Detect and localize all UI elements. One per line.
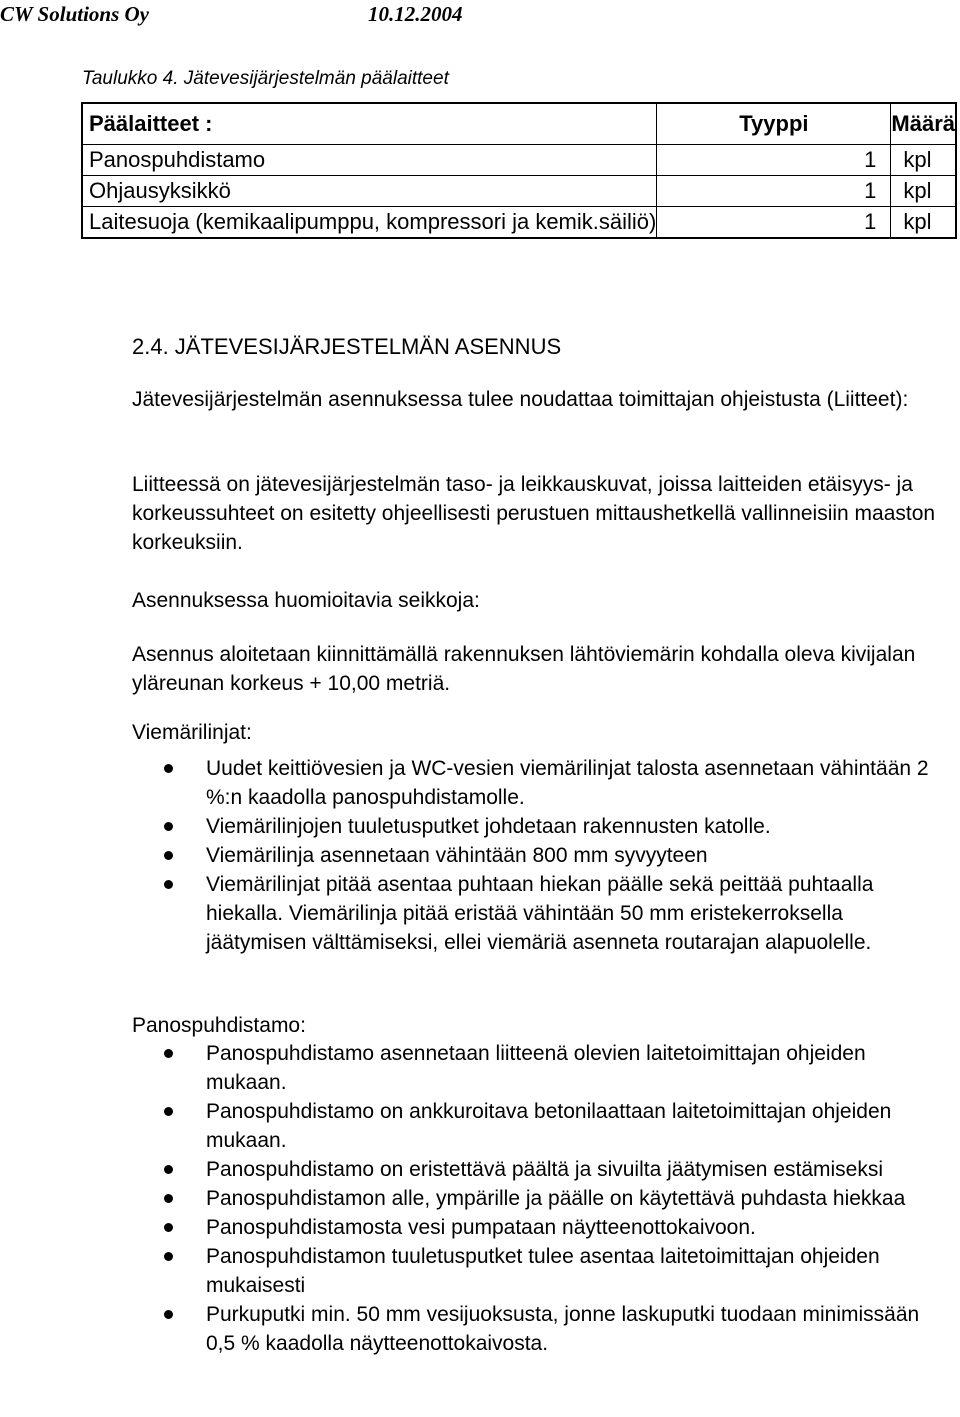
bullet-icon xyxy=(164,1310,173,1319)
list-item xyxy=(132,754,932,812)
intro-paragraph: Liitteessä on jätevesijärjestelmän taso- ja leikkauskuvat, joissa laitteiden etäisyys- ja korkeussuhteet on esitetty ohjeellisesti perustuen mittaushetkellä vallinneisiin maaston korkeuksiin. xyxy=(132,473,936,554)
page-header xyxy=(0,2,960,32)
equipment-qty: 1 xyxy=(657,176,891,207)
header-type: Tyyppi xyxy=(657,103,891,145)
document-date: 10.12.2004 xyxy=(368,2,463,26)
list-item-text: Panospuhdistamo on eristettävä päältä ja sivuilta jäätymisen estämiseksi xyxy=(206,1158,884,1181)
list-item xyxy=(132,1155,932,1184)
list-item-text: Panospuhdistamon tuuletusputket tulee asentaa laitetoimittajan ohjeiden mukaisesti xyxy=(206,1245,880,1297)
equipment-unit: kpl xyxy=(903,209,932,234)
sewer-lines-heading: Viemärilinjat: xyxy=(132,721,252,744)
bullet-icon xyxy=(164,1252,173,1261)
list-item-text: Viemärilinja asennetaan vähintään 800 mm syvyyteen xyxy=(206,844,708,867)
bullet-icon xyxy=(164,1165,173,1174)
list-item xyxy=(132,841,932,870)
bullet-icon xyxy=(164,1194,173,1203)
sewer-lines-list xyxy=(132,754,932,957)
company-name: CW Solutions Oy xyxy=(0,2,149,26)
table-row xyxy=(82,145,956,176)
equipment-name: Laitesuoja (kemikaalipumppu, kompressori ja kemik.säiliö) xyxy=(82,207,657,239)
bullet-icon xyxy=(164,851,173,860)
section-title: 2.4. JÄTEVESIJÄRJESTELMÄN ASENNUS xyxy=(132,334,562,359)
bullet-icon xyxy=(164,764,173,773)
batch-plant-heading: Panospuhdistamo: xyxy=(132,1014,306,1037)
header-quantity: Määrä xyxy=(891,103,956,145)
list-item xyxy=(132,812,932,841)
lead-paragraph: Jätevesijärjestelmän asennuksessa tulee noudattaa toimittajan ohjeistusta (Liitteet): xyxy=(132,388,909,411)
list-item-text: Viemärilinjat pitää asentaa puhtaan hiekan päälle sekä peittää puhtaalla hiekalla. Viemärilinja pitää eristää vähintään 50 mm eristekerroksella jäätymisen välttämiseksi, ellei viemäriä asenneta routarajan alapuolelle. xyxy=(206,873,874,954)
batch-plant-list xyxy=(132,1039,932,1358)
equipment-qty: 1 xyxy=(657,145,891,176)
list-item-text: Uudet keittiövesien ja WC-vesien viemärilinjat talosta asennetaan vähintään 2 %:n kaadolla panospuhdistamolle. xyxy=(206,757,929,809)
equipment-name: Panospuhdistamo xyxy=(82,145,657,176)
list-item xyxy=(132,1213,932,1242)
list-item-text: Panospuhdistamon alle, ympärille ja päälle on käytettävä puhdasta hiekkaa xyxy=(206,1187,906,1210)
bullet-icon xyxy=(164,822,173,831)
bullet-icon xyxy=(164,1107,173,1116)
equipment-qty: 1 xyxy=(657,207,891,239)
list-item-text: Purkuputki min. 50 mm vesijuoksusta, jonne laskuputki tuodaan minimissään 0,5 % kaadolla näytteenottokaivosta. xyxy=(206,1303,920,1355)
list-item xyxy=(132,1300,932,1358)
list-item-text: Panospuhdistamo on ankkuroitava betonilaattaan laitetoimittajan ohjeiden mukaan. xyxy=(206,1100,892,1152)
equipment-unit: kpl xyxy=(891,176,956,207)
list-item-text: Panospuhdistamosta vesi pumpataan näytteenottokaivoon. xyxy=(206,1216,756,1239)
table-row xyxy=(82,207,956,239)
bullet-icon xyxy=(164,1223,173,1232)
list-item xyxy=(132,1039,932,1097)
list-item xyxy=(132,870,932,957)
table-header-row xyxy=(82,103,956,145)
bullet-icon xyxy=(164,880,173,889)
equipment-unit: kpl xyxy=(891,145,956,176)
table-caption: Taulukko 4. Jätevesijärjestelmän päälaitteet xyxy=(82,68,449,89)
bullet-icon xyxy=(164,1049,173,1058)
equipment-table xyxy=(81,102,957,239)
header-main-equipment: Päälaitteet : xyxy=(82,103,657,145)
list-item-text: Viemärilinjojen tuuletusputket johdetaan rakennusten katolle. xyxy=(206,815,771,838)
installation-heading: Asennuksessa huomioitavia seikkoja: xyxy=(132,589,480,612)
list-item xyxy=(132,1242,932,1300)
table-row xyxy=(82,176,956,207)
installation-paragraph: Asennus aloitetaan kiinnittämällä rakennuksen lähtöviemärin kohdalla oleva kivijalan yläreunan korkeus + 10,00 metriä. xyxy=(132,643,916,695)
equipment-name: Ohjausyksikkö xyxy=(82,176,657,207)
list-item-text: Panospuhdistamo asennetaan liitteenä olevien laitetoimittajan ohjeiden mukaan. xyxy=(206,1042,866,1094)
list-item xyxy=(132,1097,932,1155)
list-item xyxy=(132,1184,932,1213)
